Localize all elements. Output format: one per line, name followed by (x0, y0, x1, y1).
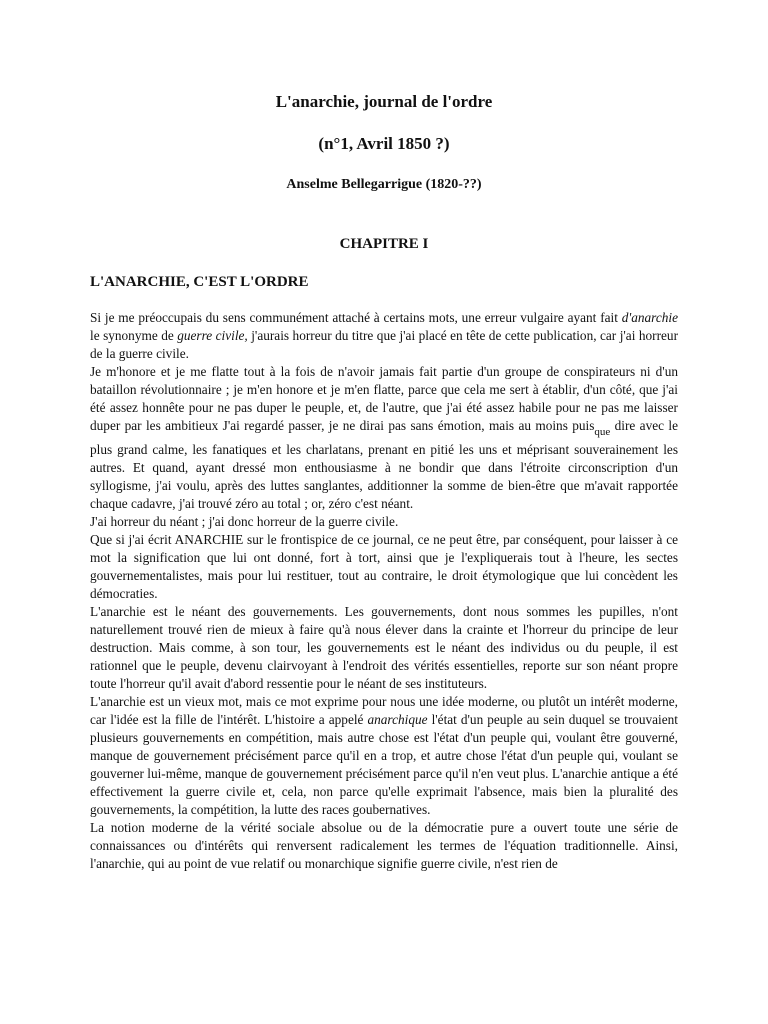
text-run: l'état d'un peuple au sein duquel se trouvaient plusieurs gouvernements en compétition, mais autre chose est l'état d'un peuple qui, voulant être gouverné, manque de gouvernement précisément parce qu'il en a trop, et autre chose l'état d'un peuple qui, voulant se gouverner lui-même, manque de gouvernement précisément parce qu'il n'en veut plus. L'anarchie antique a été effectivement la guerre civile et, cela, non parce qu'elle exprimait l'absence, mais bien la pluralité des gouvernements, la compétition, la lutte des races goubernatives. (90, 712, 678, 817)
issue-line: (n°1, Avril 1850 ?) (318, 134, 450, 153)
text-run: dire avec le plus grand calme, les fanatiques et les charlatans, prenant en pitié les uns et méprisant souverainement les autres. Et quand, ayant dressé mon enthousiasme à ne bondir que dans l'étroite circonscription d'un syllogisme, j'ai voulu, après des luttes sanglantes, additionner la somme de bien-être que m'avait rapportée chaque cadavre, j'ai trouvé zéro au total ; or, zéro c'est néant. (90, 418, 678, 511)
text-run: L'anarchie est un vieux mot, mais ce mot exprime pour nous une idée moderne, ou plutôt un intérêt moderne, car l'idée est la fille de l'intérêt. L'histoire a appelé (90, 694, 678, 727)
paragraph (90, 363, 678, 513)
paragraph: La notion moderne de la vérité sociale absolue ou de la démocratie pure a ouvert toute une série de connaissances ou d'intérêts qui renversent radicalement les termes de l'équation traditionnelle. Ainsi, l'anarchie, qui au point de vue relatif ou monarchique signifie guerre civile, n'est rien de (90, 820, 678, 871)
italic-term: guerre civile, (177, 328, 248, 343)
text-run: Si je me préoccupais du sens communément attaché à certains mots, une erreur vulgaire ayant fait (90, 310, 622, 325)
italic-term: d'anarchie (621, 310, 678, 325)
author-line: Anselme Bellegarrigue (1820-??) (286, 177, 482, 192)
paragraph (90, 309, 678, 363)
body-text (90, 309, 678, 873)
paragraph: J'ai horreur du néant ; j'ai donc horreur de la guerre civile. (90, 514, 399, 529)
chapter-heading: CHAPITRE I (339, 236, 429, 252)
section-heading: L'ANARCHIE, C'EST L'ORDRE (90, 274, 309, 290)
document-title: L'anarchie, journal de l'ordre (275, 92, 493, 111)
text-run: le synonyme de (90, 328, 178, 343)
subscript-word: que (594, 426, 611, 438)
text-run: Je m'honore et je me flatte tout à la fois de n'avoir jamais fait partie d'un groupe de conspirateurs ni d'un bataillon révolutionnaire ; je m'en honore et je m'en flatte, parce que cela me sert à établir, d'un côté, que j'ai été assez honnête pour ne pas duper le peuple, et, de l'autre, que j'ai été assez habile pour ne pas me laisser duper par les ambitieux J'ai regardé passer, je ne dirai pas sans émotion, mais au moins puis (90, 364, 678, 433)
text-run: j'aurais horreur du titre que j'ai placé en tête de cette publication, car j'ai horreur de la guerre civile. (90, 328, 678, 361)
paragraph: L'anarchie est le néant des gouvernements. Les gouvernements, dont nous sommes les pupilles, n'ont naturellement trouvé rien de mieux à faire qu'à nous élever dans la crainte et l'horreur du principe de leur destruction. Mais comme, à son tour, les gouvernements est le néant des individus ou du peuple, il est rationnel que le peuple, devenu clairvoyant à l'endroit des vérités essentielles, reporte sur son néant propre toute l'horreur qu'il avait d'abord ressentie pour le néant de ses instituteurs. (90, 604, 678, 691)
paragraph: Que si j'ai écrit ANARCHIE sur le frontispice de ce journal, ce ne peut être, par conséquent, pour laisser à ce mot la signification que lui ont donné, fort à tort, ainsi que je l'expliquerais tout à l'heure, les sectes gouvernementalistes, mais pour lui restituer, tout au contraire, le droit étymologique que lui concèdent les démocraties. (90, 532, 678, 601)
italic-term: anarchique (367, 712, 428, 727)
paragraph (90, 693, 678, 819)
